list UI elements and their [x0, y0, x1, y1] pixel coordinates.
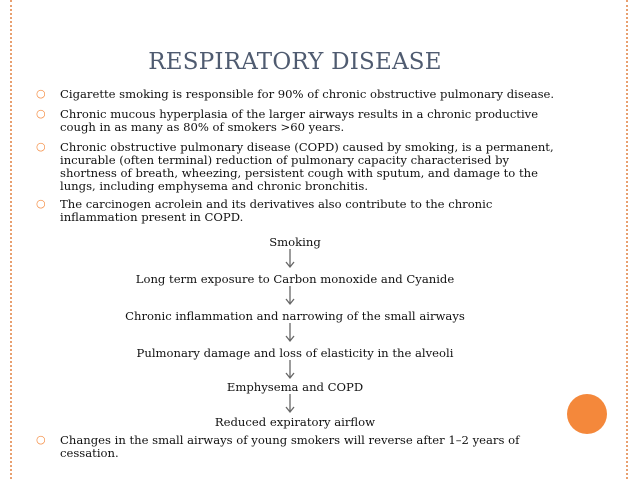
bullet-item [36, 198, 556, 224]
hollow-circle-bullet-icon: ○ [36, 140, 46, 153]
bullet-item [36, 141, 556, 193]
flow-step: Emphysema and COPD [226, 380, 364, 394]
down-arrow-icon [283, 286, 297, 306]
bullet-text: Chronic obstructive pulmonary disease (COPD) caused by smoking, is a permanent, incurable (often terminal) reduction of pulmonary capacity characterised by shortness of breath, wheezing, persistent cough with sputum, and damage to the lungs, including emphysema and chronic bronchitis. [60, 140, 554, 193]
bullet-item [36, 88, 556, 101]
hollow-circle-bullet-icon: ○ [36, 433, 46, 446]
bullet-text: The carcinogen acrolein and its derivatives also contribute to the chronic inflammation present in COPD. [60, 197, 493, 224]
hollow-circle-bullet-icon: ○ [36, 87, 46, 100]
hollow-circle-bullet-icon: ○ [36, 107, 46, 120]
bullet-item [36, 108, 556, 134]
bullet-text: Chronic mucous hyperplasia of the larger airways results in a chronic productive cough in as many as 80% of smokers >60 years. [60, 107, 539, 134]
flow-step: Reduced expiratory airflow [214, 415, 376, 429]
bullet-list [36, 88, 556, 228]
bullet-text: Changes in the small airways of young smokers will reverse after 1–2 years of cessation. [60, 433, 520, 460]
right-dotted-border [626, 0, 628, 479]
flow-step: Chronic inflammation and narrowing of the small airways [125, 309, 465, 323]
flow-step: Smoking [269, 235, 321, 249]
slide-title: RESPIRATORY DISEASE [148, 49, 442, 76]
down-arrow-icon [283, 323, 297, 343]
flow-step: Long term exposure to Carbon monoxide and Cyanide [135, 272, 455, 286]
down-arrow-icon [283, 394, 297, 414]
down-arrow-icon [283, 360, 297, 380]
flow-step: Pulmonary damage and loss of elasticity in the alveoli [136, 346, 454, 360]
bullet-item [36, 434, 580, 460]
hollow-circle-bullet-icon: ○ [36, 197, 46, 210]
bullet-text: Cigarette smoking is responsible for 90% of chronic obstructive pulmonary disease. [60, 87, 555, 101]
down-arrow-icon [283, 249, 297, 269]
